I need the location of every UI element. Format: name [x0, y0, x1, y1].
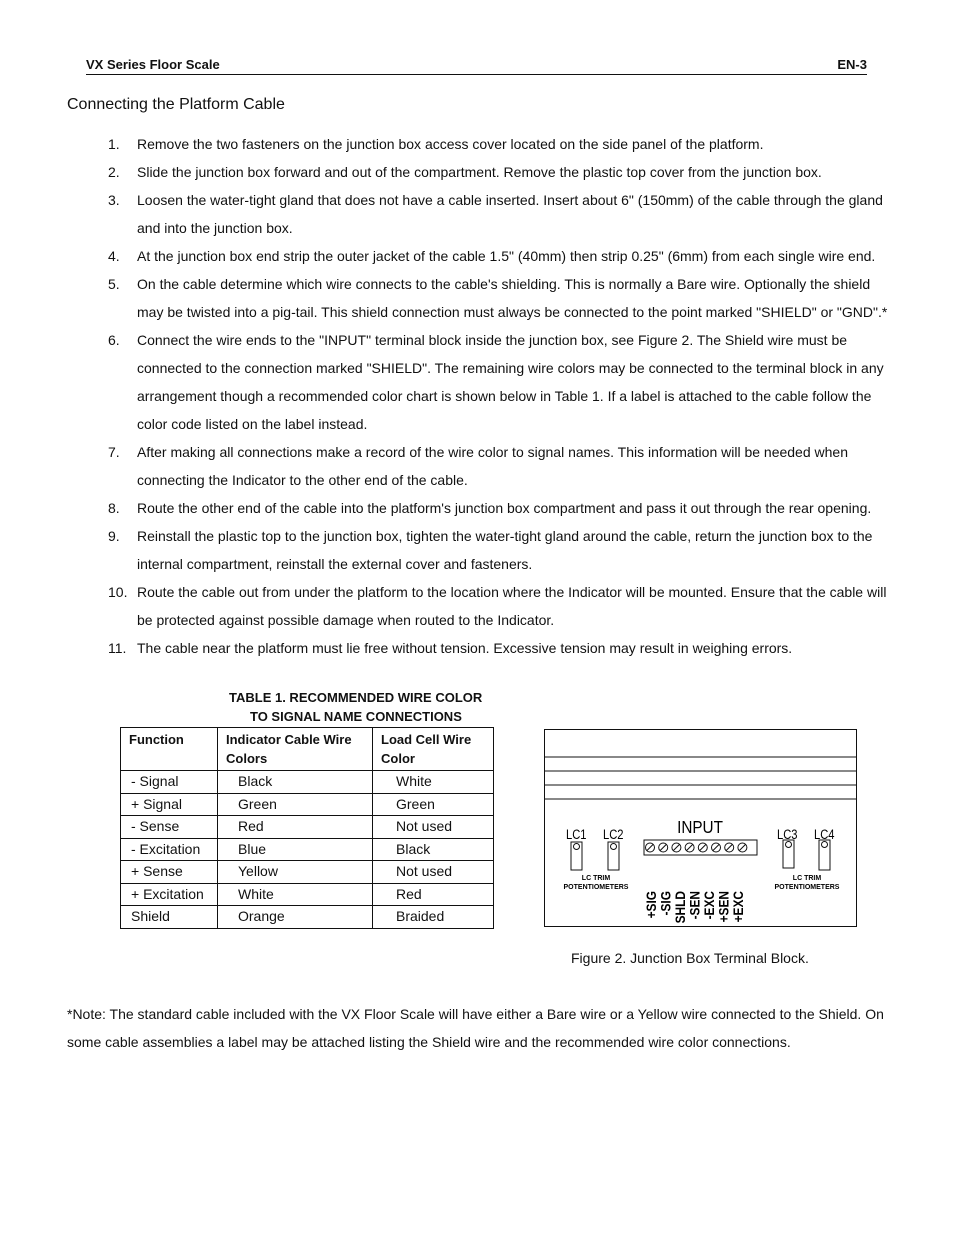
trim-potentiometer [819, 840, 830, 870]
step-text: Route the cable out from under the platform to the location where the Indicator will be mounted. Ensure that the cable will be protected against possible damage when routed to the Indicator. [137, 584, 887, 628]
table-cell: - Sense [121, 816, 218, 839]
terminal-label: +SEN [715, 891, 732, 923]
table-caption [120, 688, 594, 726]
column-header: Indicator Cable Wire Colors [218, 728, 373, 771]
list-item [108, 158, 898, 186]
step-number: 1. [108, 136, 120, 152]
terminal-screws [646, 843, 747, 852]
list-item [108, 494, 898, 522]
step-text: At the junction box end strip the outer jacket of the cable 1.5" (40mm) then strip 0.25" (6mm) from each single wire end. [137, 248, 876, 264]
table-row [121, 771, 494, 794]
section-title: Connecting the Platform Cable [67, 96, 285, 113]
lc1-label: LC1 [566, 826, 587, 843]
step-text: Reinstall the plastic top to the junction box, tighten the water-tight gland around the cable, return the junction box to the internal compartment, reinstall the external cover and fasteners. [137, 528, 873, 572]
table-cell: + Signal [121, 793, 218, 816]
table-cell: White [373, 771, 494, 794]
lc4-label: LC4 [814, 826, 835, 843]
table-row [121, 793, 494, 816]
terminal-block [644, 840, 757, 855]
table-cell: Blue [218, 838, 373, 861]
step-text: Slide the junction box forward and out of the compartment. Remove the plastic top cover from the junction box. [137, 164, 822, 180]
trim-label: LC TRIM [792, 875, 822, 882]
instruction-list [108, 130, 898, 662]
table-cell: White [218, 883, 373, 906]
trim-potentiometer [571, 842, 582, 870]
trim-label: LC TRIM [581, 875, 611, 882]
step-text: On the cable determine which wire connects to the cable's shielding. This is normally a Bare wire. Optionally the shield may be twisted into a pig-tail. This shield connection must always be connected to the point marked "SHIELD" or "GND".* [137, 276, 888, 320]
terminal-screw-slot [687, 845, 693, 851]
terminal-screw-slot [700, 845, 706, 851]
step-number: 3. [108, 192, 120, 208]
table-row [121, 816, 494, 839]
terminal-screw-slot [673, 845, 679, 851]
table-cell: Shield [121, 906, 218, 929]
trim-potentiometer [608, 842, 619, 870]
lc3-label: LC3 [777, 826, 798, 843]
terminal-screw-slot [647, 845, 653, 851]
step-text: Connect the wire ends to the "INPUT" terminal block inside the junction box, see Figure 2. The Shield wire must be connected to the connection marked "SHIELD". The remaining wire colors may be connected to the terminal block in any arrangement though a recommended color chart is shown below in Table 1. If a label is attached to the cable follow the color code listed on the label instead. [137, 332, 884, 432]
terminal-labels [643, 890, 746, 923]
terminal-label: +EXC [730, 891, 747, 923]
input-label: INPUT [677, 816, 723, 838]
list-item [108, 634, 898, 662]
step-text: The cable near the platform must lie free without tension. Excessive tension may result in weighing errors. [137, 640, 793, 656]
step-text: After making all connections make a record of the wire color to signal names. This information will be needed when connecting the Indicator to the other end of the cable. [137, 444, 848, 488]
step-number: 6. [108, 332, 120, 348]
page-header [86, 57, 867, 75]
list-item [108, 438, 898, 494]
step-number: 7. [108, 444, 120, 460]
table-cell: Not used [373, 861, 494, 884]
table-cell: Green [218, 793, 373, 816]
terminal-screw-slot [726, 845, 732, 851]
trim-label: POTENTIOMETERS [563, 884, 629, 891]
terminal-screw-slot [739, 845, 745, 851]
table-row [121, 883, 494, 906]
table-cell: Red [373, 883, 494, 906]
list-item [108, 326, 898, 438]
table-row [121, 906, 494, 929]
terminal-label: +SIG [643, 891, 660, 919]
list-item [108, 522, 898, 578]
table-header-row [121, 728, 494, 771]
footnote: *Note: The standard cable included with the VX Floor Scale will have either a Bare wire or a Yellow wire connected to the Shield. On some cable assemblies a label may be attached listing the Shield wire and the recommended wire color connections. [67, 1006, 884, 1050]
step-number: 5. [108, 276, 120, 292]
table-cell: Black [373, 838, 494, 861]
page-number: EN-3 [837, 57, 867, 72]
step-number: 2. [108, 164, 120, 180]
figure-caption: Figure 2. Junction Box Terminal Block. [571, 950, 809, 966]
header-title: VX Series Floor Scale [86, 57, 220, 72]
trim-label: POTENTIOMETERS [774, 884, 840, 891]
junction-box-diagram [544, 729, 857, 927]
step-number: 9. [108, 528, 120, 544]
step-number: 11. [108, 640, 127, 656]
table-cell: - Excitation [121, 838, 218, 861]
terminal-screw-slot [660, 845, 666, 851]
table-caption-line1: TABLE 1. RECOMMENDED WIRE COLOR [229, 690, 483, 705]
table-cell: Red [218, 816, 373, 839]
table-cell: + Excitation [121, 883, 218, 906]
trim-potentiometer [783, 840, 794, 868]
table-caption-line2: TO SIGNAL NAME CONNECTIONS [250, 709, 462, 724]
column-header: Load Cell Wire Color [373, 728, 494, 771]
table-cell: Green [373, 793, 494, 816]
terminal-screw-slot [713, 845, 719, 851]
table-cell: Black [218, 771, 373, 794]
list-item [108, 186, 898, 242]
column-header: Function [121, 728, 218, 771]
table-cell: - Signal [121, 771, 218, 794]
table-cell: Yellow [218, 861, 373, 884]
wire-color-table [120, 727, 494, 929]
list-item [108, 242, 898, 270]
step-number: 8. [108, 500, 120, 516]
table-cell: Braided [373, 906, 494, 929]
lc2-label: LC2 [603, 826, 624, 843]
terminal-label: -EXC [701, 891, 718, 920]
step-text: Route the other end of the cable into the platform's junction box compartment and pass it out through the rear opening. [137, 500, 872, 516]
terminal-label: -SEN [686, 891, 703, 920]
table-cell: + Sense [121, 861, 218, 884]
list-item [108, 270, 898, 326]
table-cell: Not used [373, 816, 494, 839]
table-cell: Orange [218, 906, 373, 929]
step-text: Loosen the water-tight gland that does not have a cable inserted. Insert about 6" (150mm) of the cable through the gland and into the junction box. [137, 192, 883, 236]
list-item [108, 130, 898, 158]
terminal-label: SHLD [672, 891, 689, 924]
table-row [121, 838, 494, 861]
table-row [121, 861, 494, 884]
step-number: 10. [108, 584, 128, 600]
list-item [108, 578, 898, 634]
step-text: Remove the two fasteners on the junction box access cover located on the side panel of the platform. [137, 136, 764, 152]
step-number: 4. [108, 248, 120, 264]
terminal-label: -SIG [657, 891, 674, 916]
